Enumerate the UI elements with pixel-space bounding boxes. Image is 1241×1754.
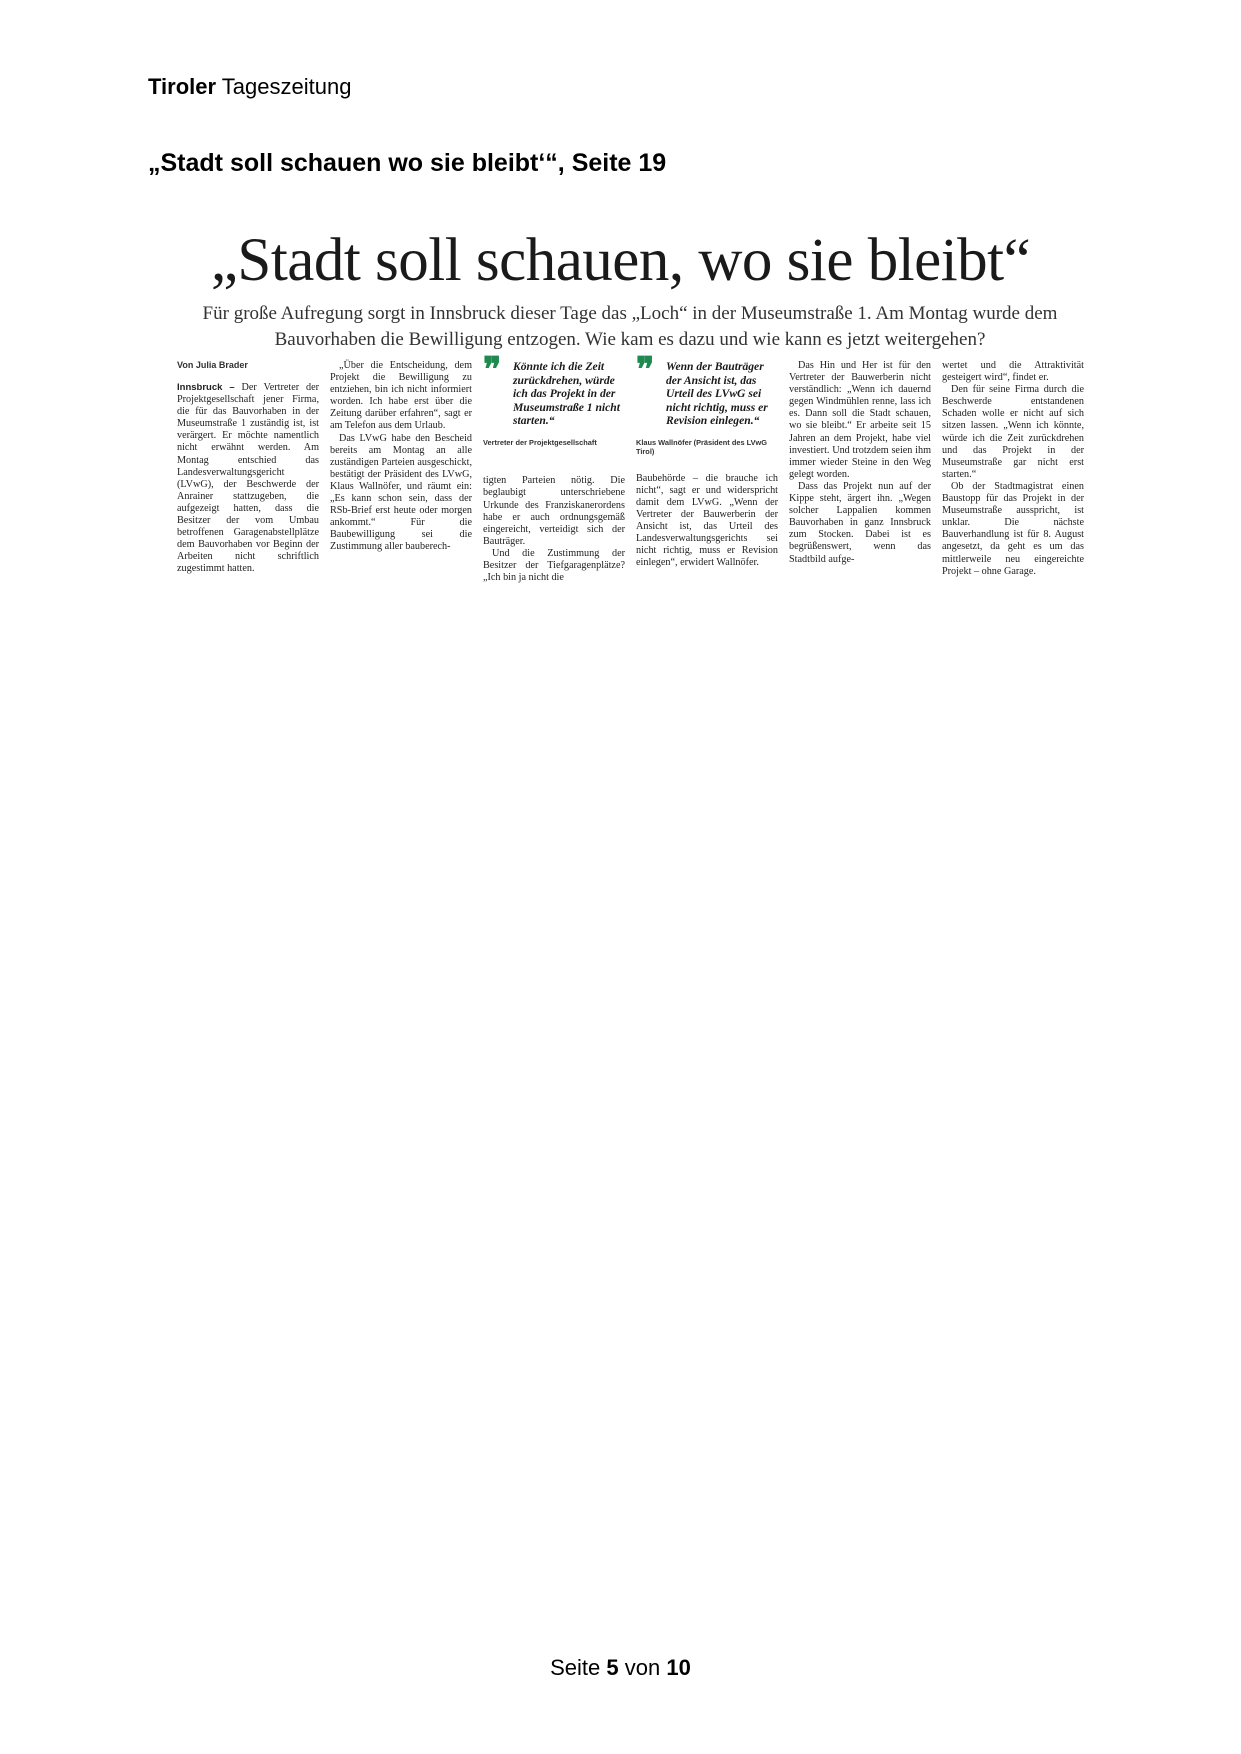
article-column-1: [177, 360, 319, 576]
page-number-prefix: Seite: [550, 1655, 601, 1680]
quote-mark-icon: ❞: [483, 352, 499, 389]
paragraph: Baubehörde – die brauche ich nicht“, sagt er und widerspricht damit dem LVwG. „Wenn der Vertreter der Bauwerberin der Ansicht ist, das Urteil des Landesverwaltungsgerichts sei nicht richtig, muss er Revision einlegen“, erwidert Wallnöfer.: [636, 472, 778, 569]
paragraph: Das Hin und Her ist für den Vertreter der Bauwerberin nicht verständlich: „Wenn ich dauernd gegen Windmühlen renne, lass ich es. Dann soll die Stadt schauen, wo sie bleibt.“ Er arbeite seit 15 Jahren an dem Projekt, habe viel investiert. Und trotzdem seien ihm immer wieder Steine in den Weg gelegt worden.: [789, 360, 931, 480]
pull-quote: [483, 352, 625, 428]
pull-quote: [636, 352, 778, 428]
article-column-2: [330, 360, 472, 554]
paragraph: Ob der Stadtmagistrat einen Baustopp für das Projekt in der Museumstraße ausspricht, ist unklar. Die nächste Bauverhandlung ist für 8. August angesetzt, da geht es um das mittlerweile neu eingereichte Projekt – ohne Garage.: [942, 480, 1084, 577]
current-page: 5: [606, 1655, 619, 1680]
dateline: Innsbruck –: [177, 382, 235, 393]
total-pages: 10: [666, 1655, 691, 1680]
article-column-6: [942, 360, 1084, 578]
paragraph: wertet und die Attraktivität gesteigert wird“, findet er.: [942, 360, 1084, 384]
paragraph: Den für seine Firma durch die Beschwerde entstandenen Schaden wolle er nicht auf sich sitzen lassen. „Wenn ich könnte, würde ich die Zeit zurückdrehen und das Projekt in der Museumstraße gar nicht erst starten.“: [942, 384, 1084, 480]
pull-quote-text: Wenn der Bauträger der Ansicht ist, das Urteil des LVwG sei nicht richtig, muss er Revision einlegen.“: [666, 360, 768, 428]
article-body: [177, 352, 1084, 590]
article-column-3: [483, 352, 625, 584]
publication-name-regular: Tageszeitung: [221, 74, 352, 99]
paragraph: „Über die Entscheidung, dem Projekt die Bewilligung zu entziehen, bin ich nicht informiert worden. Ich habe erst über die Zeitung darüber erfahren“, sagt er am Telefon aus dem Urlaub.: [330, 360, 472, 432]
article-headline: „Stadt soll schauen, wo sie bleibt“: [210, 227, 1031, 294]
document-title: „Stadt soll schauen wo sie bleibt‘“, Seite 19: [148, 149, 667, 177]
article-column-5: [789, 360, 931, 566]
publication-name: [148, 74, 351, 100]
page-number-separator: von: [624, 1655, 661, 1680]
paragraph: tigten Parteien nötig. Die beglaubigt unterschriebene Urkunde des Franziskanerordens habe er auch ordnungsgemäß eingereicht, verteidigt sich der Bauträger.: [483, 475, 625, 547]
paragraph: Und die Zustimmung der Besitzer der Tiefgaragenplätze? „Ich bin ja nicht die: [483, 547, 625, 584]
paragraph: Dass das Projekt nun auf der Kippe steht, ärgert ihn. „Wegen solcher Lappalien kommen Bauvorhaben in ganz Innsbruck zum Stocken. Dabei ist es begrüßenswert, wenn das Stadtbild aufge-: [789, 480, 931, 565]
pull-quote-source: Vertreter der Projektgesellschaft: [483, 437, 597, 447]
paragraph-text: Der Vertreter der Projektgesellschaft jener Firma, die für das Bauvorhaben in der Museumstraße 1 zuständig ist, ist verärgert. Er möchte namentlich nicht erwähnt werden. Am Montag entschied das Landesverwaltungsgericht (LVwG), der Beschwerde der Anrainer stattzugeben, die aufgezeigt hatten, dass die Besitzer der vom Umbau betroffenen Garagenabstellplätze dem Bauvorhaben vor Beginn der Arbeiten nicht schriftlich zugestimmt hatten.: [177, 382, 319, 575]
paragraph: [177, 382, 319, 576]
quote-mark-icon: ❞: [636, 352, 652, 389]
byline: Von Julia Brader: [177, 360, 248, 370]
publication-name-bold: Tiroler: [148, 74, 217, 99]
article-subheadline: Für große Aufregung sorgt in Innsbruck dieser Tage das „Loch“ in der Museumstraße 1. Am Montag wurde dem Bauvorhaben die Bewilligung entzogen. Wie kam es dazu und wie kann es jetzt weitergehen?: [202, 303, 1058, 350]
paragraph: Das LVwG habe den Bescheid bereits am Montag an alle zuständigen Parteien ausgeschickt, bestätigt der Präsident des LVwG, Klaus Wallnöfer, und räumt ein: „Es kann schon sein, dass der RSb-Brief erst heute oder morgen ankommt.“ Für die Baubewilligung sei die Zustimmung aller bauberech-: [330, 432, 472, 553]
article-column-4: [636, 352, 778, 570]
page-number: [0, 1655, 1241, 1681]
pull-quote-source: Klaus Wallnöfer (Präsident des LVwG Tirol): [636, 437, 768, 457]
pull-quote-text: Könnte ich die Zeit zurückdrehen, würde ich das Projekt in der Museumstraße 1 nicht starten.“: [513, 360, 620, 428]
